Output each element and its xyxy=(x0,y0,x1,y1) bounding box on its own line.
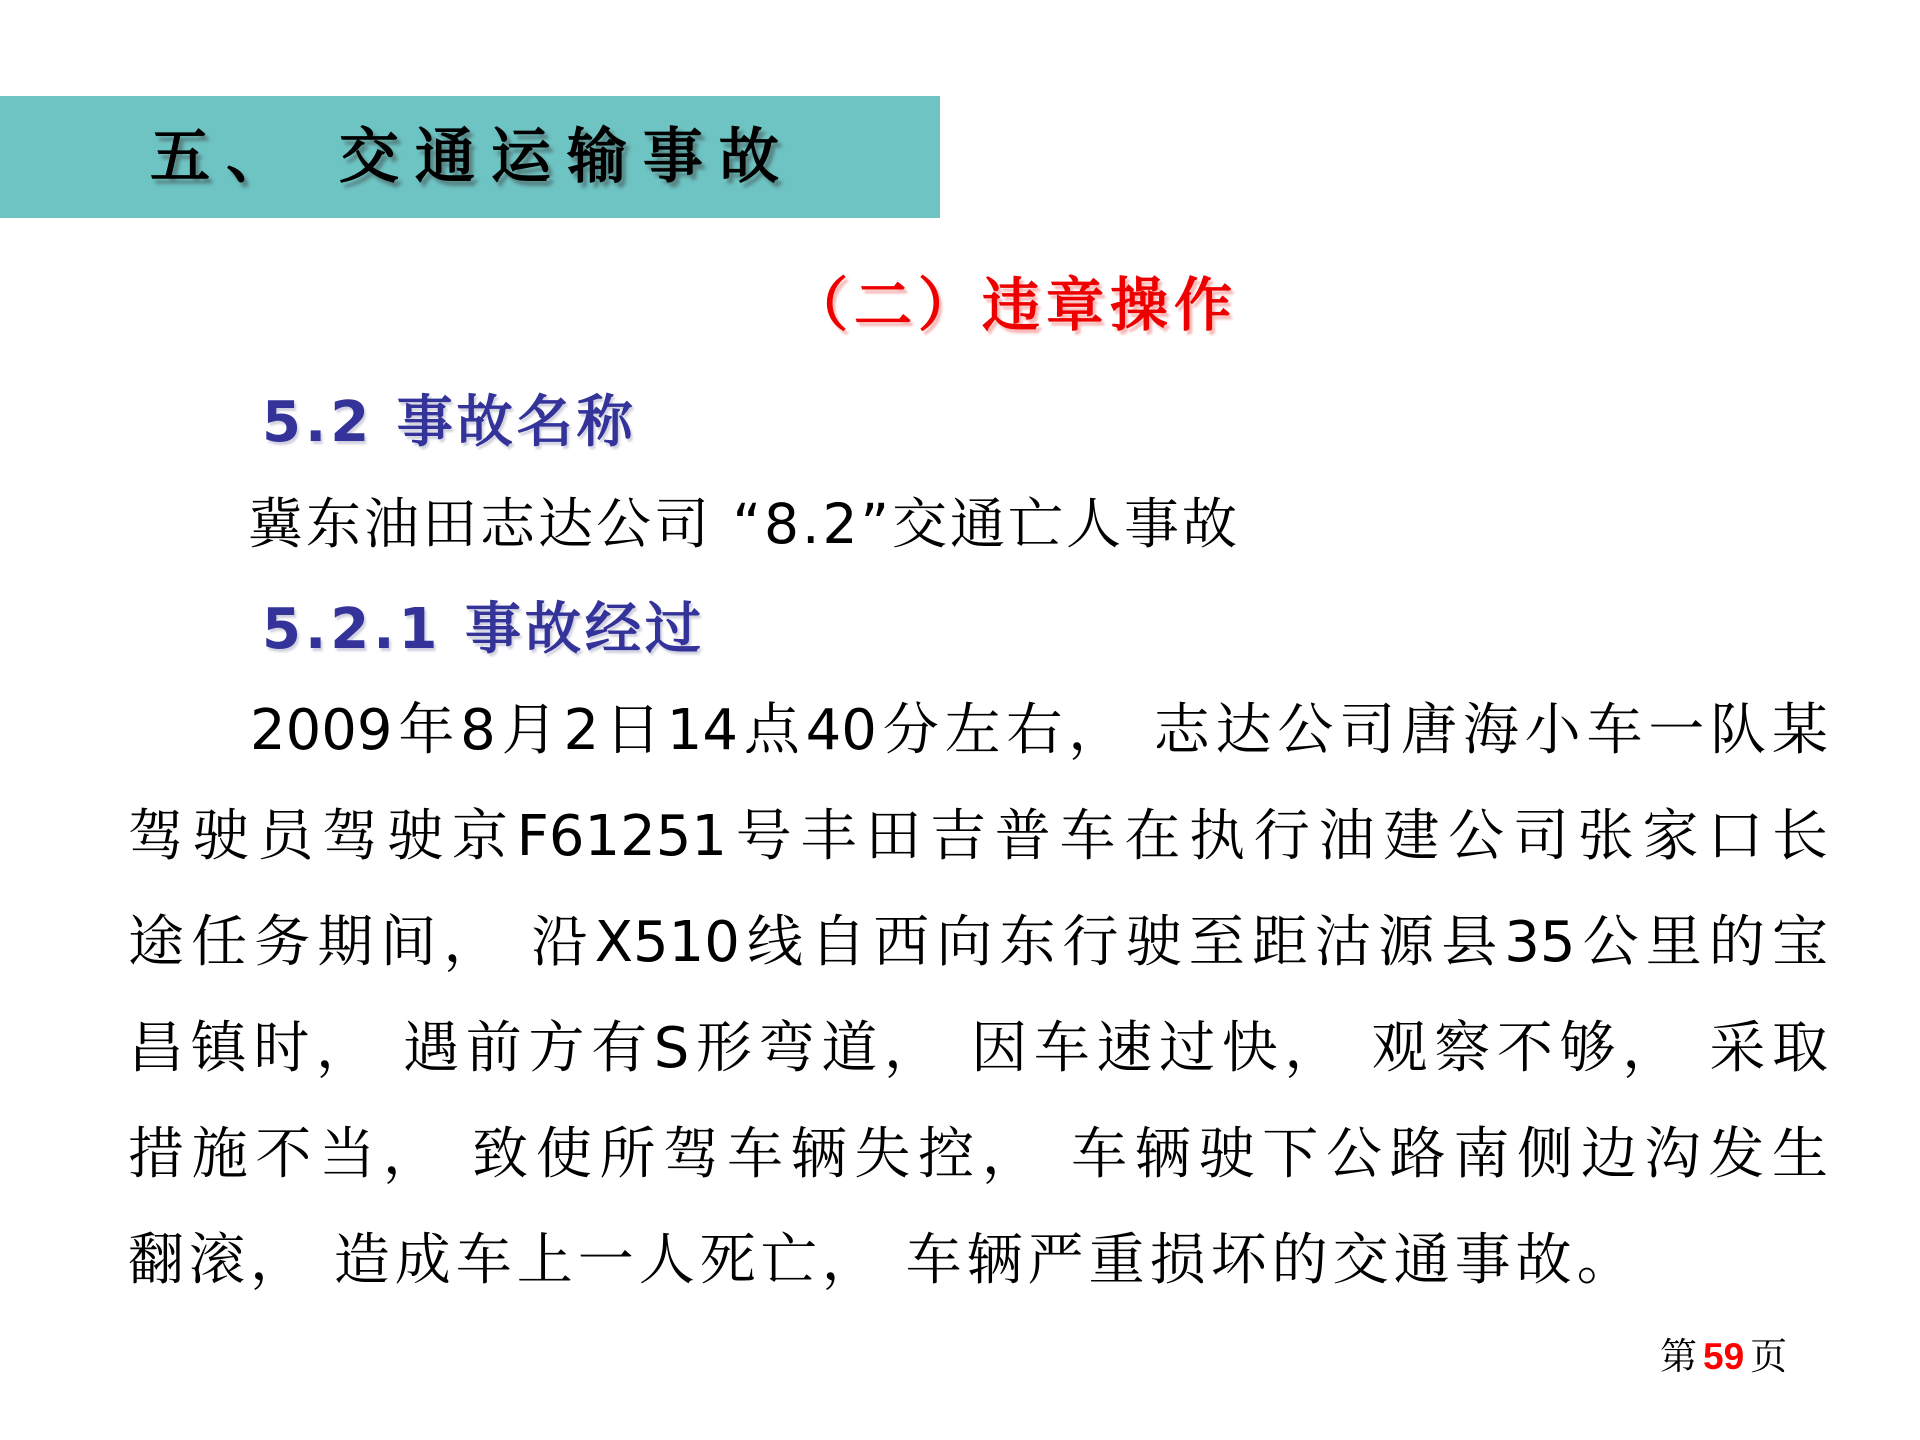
page-label-suffix: 页 xyxy=(1750,1337,1788,1378)
accident-name-line: 冀东油田志达公司 “8.2”交通亡人事故 xyxy=(248,492,1240,556)
page-number: 59 xyxy=(1703,1336,1745,1377)
paragraph-line: 途任务期间， 沿X510线自西向东行驶至距沽源县35公里的宝 xyxy=(128,910,1828,975)
paragraph-line: 昌镇时， 遇前方有S形弯道， 因车速过快， 观察不够， 采取 xyxy=(128,1016,1829,1081)
heading-5-2: 5.2 事故名称 xyxy=(262,390,637,455)
header-banner xyxy=(0,96,940,218)
paragraph-line: 2009年8月2日14点40分左右， 志达公司唐海小车一队某 xyxy=(250,698,1828,763)
heading-5-2-1: 5.2.1 事故经过 xyxy=(262,597,705,662)
paragraph-line: 措施不当， 致使所驾车辆失控， 车辆驶下公路南侧边沟发生 xyxy=(128,1122,1828,1187)
paragraph-line: 驾驶员驾驶京F61251号丰田吉普车在执行油建公司张家口长 xyxy=(128,804,1828,869)
page-footer xyxy=(1660,1326,1787,1380)
paragraph-line: 翻滚， 造成车上一人死亡， 车辆严重损坏的交通事故。 xyxy=(128,1228,1638,1293)
section-title: （二）违章操作 xyxy=(790,271,1239,339)
page-label-prefix: 第 xyxy=(1660,1337,1697,1378)
banner-title: 五、 交通运输事故 xyxy=(150,122,795,192)
accident-description-paragraph xyxy=(128,678,1828,1314)
